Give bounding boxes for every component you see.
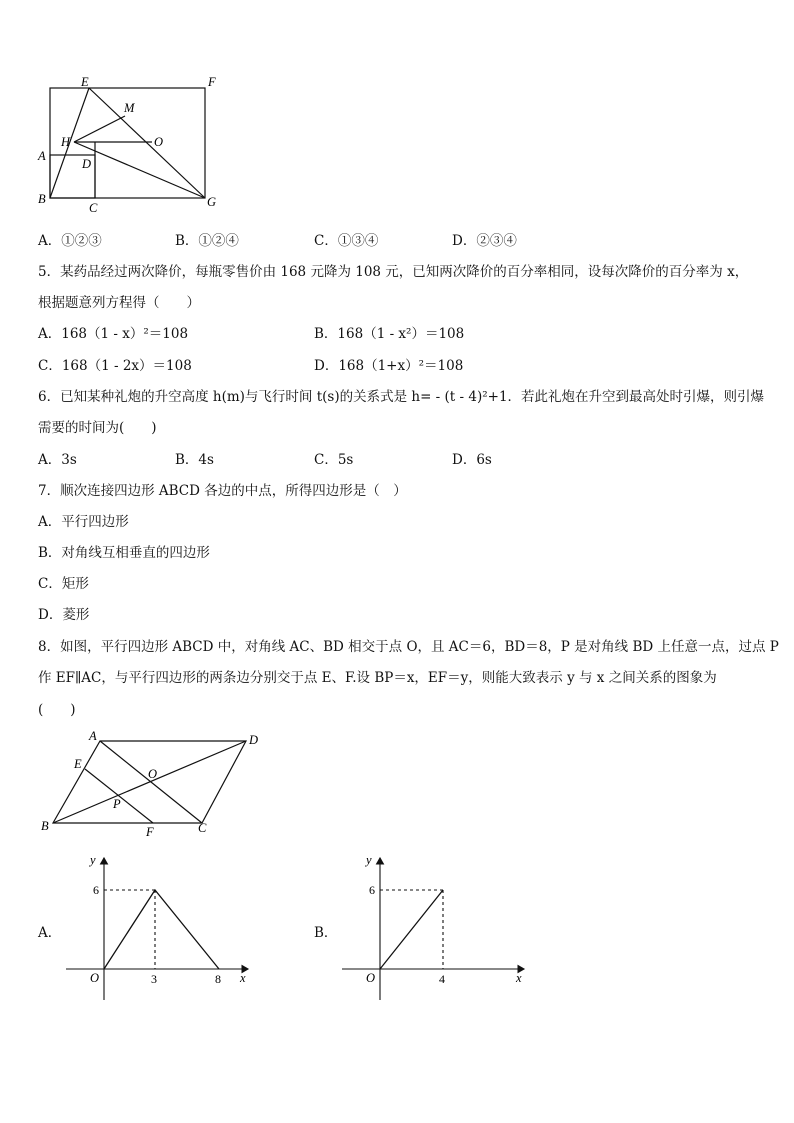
q4-option-d[interactable]: D．②③④ [452,233,517,249]
line-h-m [74,116,125,142]
q4-option-c[interactable]: C．①③④ [314,233,379,249]
graph-b-x-label: x [516,971,522,985]
q8-option-a-label[interactable]: A． [38,925,62,941]
q6-option-d[interactable]: D．6s [452,452,492,468]
q7-option-a[interactable]: A．平行四边形 [38,514,129,530]
q7-option-d[interactable]: D．菱形 [38,607,90,623]
label-g: G [207,195,217,209]
label-f: F [208,76,216,89]
fig8-label-b: B [41,819,49,833]
q8-option-b-label[interactable]: B． [314,925,338,941]
q5-option-b[interactable]: B．168（1 - x²）＝108 [314,326,465,342]
graph-b-curve [380,890,443,969]
q6-stem-line2: 需要的时间为( ) [38,420,157,436]
q6-option-c[interactable]: C．5s [314,452,354,468]
q5-option-a[interactable]: A．168（1 - x）²＝108 [38,326,189,342]
fig8-label-o: O [148,767,158,781]
graph-a-origin: O [90,971,100,985]
fig8-label-c: C [198,821,207,835]
label-c: C [89,201,98,215]
diagonal-bd [53,741,246,823]
fig8-label-e: E [74,757,82,771]
fig8-label-d: D [249,733,259,747]
q7-option-b[interactable]: B．对角线互相垂直的四边形 [38,545,210,561]
segment-ef [85,769,153,823]
graph-b-x-tick: 4 [439,972,445,986]
q8-graph-b[interactable] [338,850,533,1002]
q6-stem-line1: 6．已知某种礼炮的升空高度 h(m)与飞行时间 t(s)的关系式是 h= - (t - 4)²+1．若此礼炮在升空到最高处时引爆，则引爆 [38,389,765,405]
label-m: M [124,101,135,115]
graph-a-x-label: x [240,971,246,985]
q6-option-b[interactable]: B．4s [175,452,214,468]
q4-option-b[interactable]: B．①②④ [175,233,239,249]
q8-stem-line1: 8．如图，平行四边形 ABCD 中，对角线 AC、BD 相交于点 O，且 AC＝6，BD＝8，P 是对角线 BD 上任意一点，过点 P [38,639,779,655]
label-h: H [61,135,71,149]
q5-stem-line2: 根据题意列方程得（ ） [38,295,200,311]
graph-a-curve [104,890,219,969]
graph-b-y-tick: 6 [369,883,375,897]
fig8-label-f: F [146,825,154,838]
q5-option-c[interactable]: C．168（1 - 2x）＝108 [38,358,192,374]
graph-b-y-label: y [366,853,372,867]
q5-stem-line1: 5．某药品经过两次降价，每瓶零售价由 168 元降为 108 元，已知两次降价的百分率相同，设每次降价的百分率为 x， [38,264,749,280]
q7-stem: 7．顺次连接四边形 ABCD 各边的中点，所得四边形是（ ） [38,483,407,499]
fig8-label-a: A [89,729,97,743]
q8-parallelogram-figure [36,726,276,838]
label-d: D [82,157,92,171]
q6-option-a[interactable]: A．3s [38,452,77,468]
label-a: A [38,149,46,163]
fig8-label-p: P [113,797,121,811]
label-o: O [154,135,164,149]
line-h-g [74,142,205,198]
q8-stem-line3: ( ) [38,702,76,718]
graph-a-x-tick-1: 3 [151,972,157,986]
label-e: E [81,76,89,89]
graph-a-y-tick: 6 [93,883,99,897]
line-e-g [89,88,205,198]
q7-option-c[interactable]: C．矩形 [38,576,89,592]
q8-stem-line2: 作 EF∥AC，与平行四边形的两条边分别交于点 E、F.设 BP＝x，EF＝y，则能大致表示 y 与 x 之间关系的图象为 [38,670,717,686]
graph-a-x-tick-2: 8 [215,972,221,986]
graph-b-origin: O [366,971,376,985]
q5-option-d[interactable]: D．168（1+x）²＝108 [314,358,464,374]
q4-option-a[interactable]: A．①②③ [38,233,102,249]
label-b: B [38,192,46,206]
graph-a-y-label: y [90,853,96,867]
q8-graph-a[interactable] [62,850,257,1002]
q4-geometry-figure [30,76,230,216]
